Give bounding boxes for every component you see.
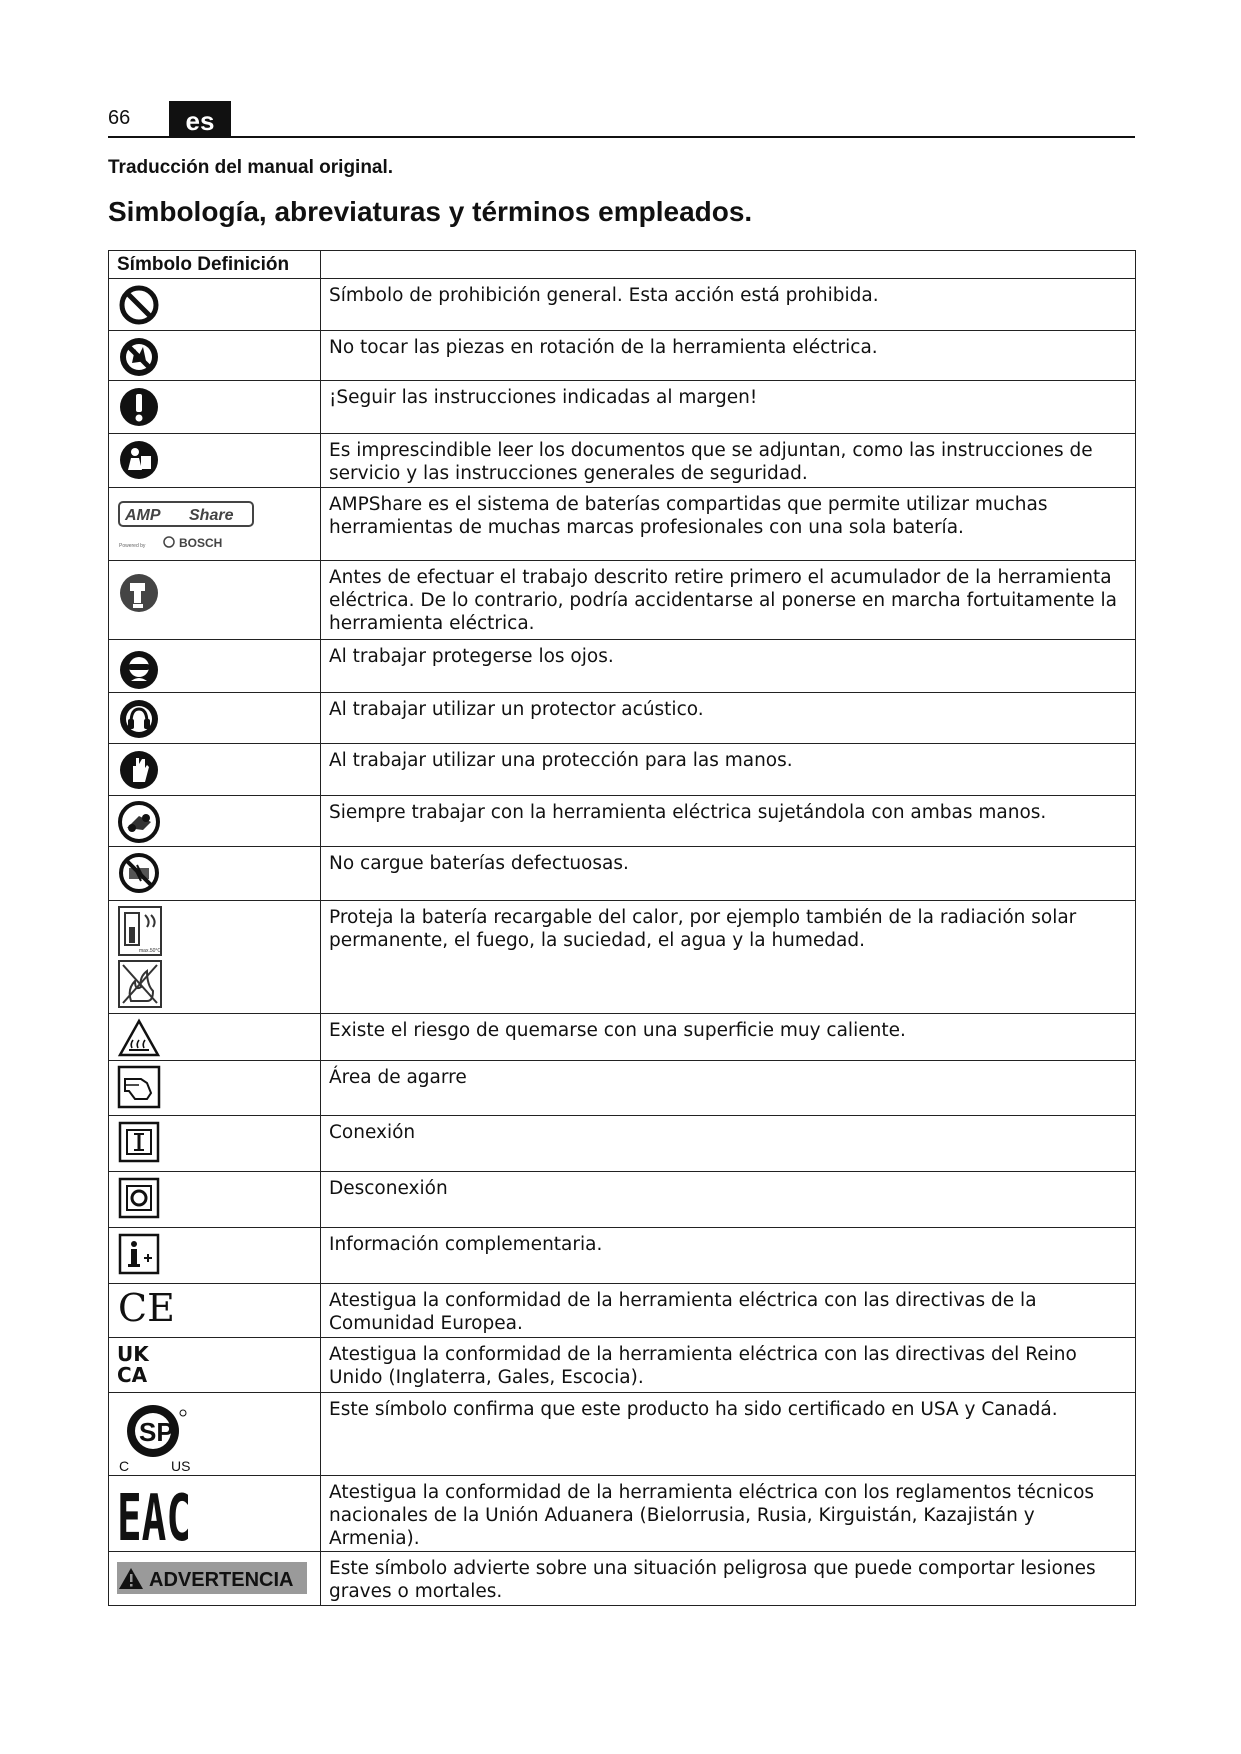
definition-column-header — [321, 251, 1136, 279]
definition-cell: Es imprescindible leer los documentos que se adjuntan, como las instrucciones de servicio y las instrucciones generales de seguridad. — [321, 434, 1136, 488]
table-row — [109, 744, 1136, 796]
table-row — [109, 1284, 1136, 1338]
two-hands-icon — [117, 800, 320, 844]
power-off-icon — [117, 1176, 320, 1220]
svg-text:Share: Share — [189, 507, 234, 524]
table-row — [109, 488, 1136, 561]
table-row — [109, 331, 1136, 381]
definition-cell: No tocar las piezas en rotación de la herramienta eléctrica. — [321, 331, 1136, 381]
definition-cell: Atestigua la conformidad de la herramienta eléctrica con los reglamentos técnicos nacionales de la Unión Aduanera (Bielorrusia, Rusia, Kirguistán, Kazajistán y Armenia). — [321, 1476, 1136, 1552]
ear-protection-icon — [117, 697, 320, 741]
svg-text:AMP: AMP — [125, 507, 161, 524]
svg-text:UK: UK — [117, 1342, 149, 1366]
ce-mark-icon — [117, 1288, 320, 1328]
definition-cell: Este símbolo advierte sobre una situación peligrosa que puede comportar lesiones graves o mortales. — [321, 1552, 1136, 1606]
table-row — [109, 1393, 1136, 1476]
definition-cell: Área de agarre — [321, 1061, 1136, 1116]
definition-cell: Proteja la batería recargable del calor, por ejemplo también de la radiación solar permanente, el fuego, la suciedad, el agua y la humedad. — [321, 901, 1136, 1014]
definition-cell: Atestigua la conformidad de la herramienta eléctrica con las directivas del Reino Unido (Inglaterra, Gales, Escocia). — [321, 1338, 1136, 1393]
definition-cell: Atestigua la conformidad de la herramienta eléctrica con las directivas de la Comunidad Europea. — [321, 1284, 1136, 1338]
table-row — [109, 901, 1136, 1014]
definition-cell: Al trabajar protegerse los ojos. — [321, 640, 1136, 693]
table-row — [109, 1061, 1136, 1116]
read-manual-icon — [117, 438, 320, 482]
definition-cell: Conexión — [321, 1116, 1136, 1172]
table-row — [109, 1552, 1136, 1606]
page-title: Simbología, abreviaturas y términos empleados. — [108, 196, 753, 227]
svg-text:C: C — [119, 1458, 130, 1474]
eye-protection-icon — [117, 648, 320, 692]
table-row — [109, 561, 1136, 640]
definition-cell: AMPShare es el sistema de baterías compartidas que permite utilizar muchas herramientas de muchas marcas profesionales con una sola batería. — [321, 488, 1136, 561]
definition-cell: No cargue baterías defectuosas. — [321, 847, 1136, 901]
symbol-column-header: Símbolo Definición — [109, 251, 321, 279]
grip-area-icon — [117, 1065, 320, 1109]
battery-heat-fire-icons — [117, 905, 320, 1009]
definition-cell: Este símbolo confirma que este producto ha sido certificado en USA y Canadá. — [321, 1393, 1136, 1476]
table-row — [109, 381, 1136, 434]
exclamation-icon — [117, 385, 320, 429]
table-row — [109, 693, 1136, 744]
table-row — [109, 434, 1136, 488]
table-row — [109, 1172, 1136, 1228]
definition-cell: ¡Seguir las instrucciones indicadas al margen! — [321, 381, 1136, 434]
power-on-icon — [117, 1120, 320, 1164]
table-row — [109, 847, 1136, 901]
hot-surface-icon — [117, 1018, 320, 1058]
symbols-table — [108, 250, 1136, 1606]
no-touch-rotating-icon — [117, 335, 320, 379]
svg-text:ADVERTENCIA: ADVERTENCIA — [149, 1569, 294, 1591]
definition-cell: Al trabajar utilizar una protección para las manos. — [321, 744, 1136, 796]
definition-cell: Al trabajar utilizar un protector acústico. — [321, 693, 1136, 744]
definition-cell: Existe el riesgo de quemarse con una superficie muy caliente. — [321, 1014, 1136, 1061]
table-row — [109, 279, 1136, 331]
eac-mark-icon — [117, 1482, 320, 1556]
svg-text:SP: SP — [139, 1417, 174, 1447]
svg-text:CE: CE — [118, 1286, 175, 1330]
page-number: 66 — [108, 107, 131, 129]
table-row — [109, 796, 1136, 847]
table-row — [109, 1116, 1136, 1172]
table-row — [109, 1014, 1136, 1061]
hand-protection-icon — [117, 748, 320, 792]
language-tab: es — [169, 101, 231, 137]
table-row — [109, 1228, 1136, 1284]
definition-cell: Símbolo de prohibición general. Esta acción está prohibida. — [321, 279, 1136, 331]
info-icon — [117, 1232, 320, 1276]
no-charge-defective-icon — [117, 851, 320, 895]
svg-text:Powered by: Powered by — [119, 543, 146, 549]
definition-cell: Antes de efectuar el trabajo descrito retire primero el acumulador de la herramienta eléctrica. De lo contrario, podría accidentarse al ponerse en marcha fortuitamente la herramienta eléctrica. — [321, 561, 1136, 640]
svg-text:max.50°C: max.50°C — [139, 948, 162, 954]
svg-text:BOSCH: BOSCH — [179, 536, 223, 550]
ukca-mark-icon — [117, 1342, 320, 1386]
table-row — [109, 1476, 1136, 1552]
definition-cell: Información complementaria. — [321, 1228, 1136, 1284]
csa-mark-icon — [117, 1399, 320, 1473]
prohibition-icon — [117, 283, 320, 327]
header-rule — [108, 136, 1135, 138]
definition-cell: Desconexión — [321, 1172, 1136, 1228]
svg-text:EAC: EAC — [117, 1482, 191, 1556]
svg-text:CA: CA — [117, 1363, 148, 1387]
definition-cell: Siempre trabajar con la herramienta eléctrica sujetándola con ambas manos. — [321, 796, 1136, 847]
warning-label-icon — [117, 1562, 320, 1594]
table-row — [109, 640, 1136, 693]
table-header-row — [109, 251, 1136, 279]
document-subtitle: Traducción del manual original. — [108, 157, 394, 178]
ampshare-logo — [117, 492, 320, 552]
table-row — [109, 1338, 1136, 1393]
remove-battery-icon — [117, 571, 320, 615]
svg-text:US: US — [171, 1458, 191, 1474]
